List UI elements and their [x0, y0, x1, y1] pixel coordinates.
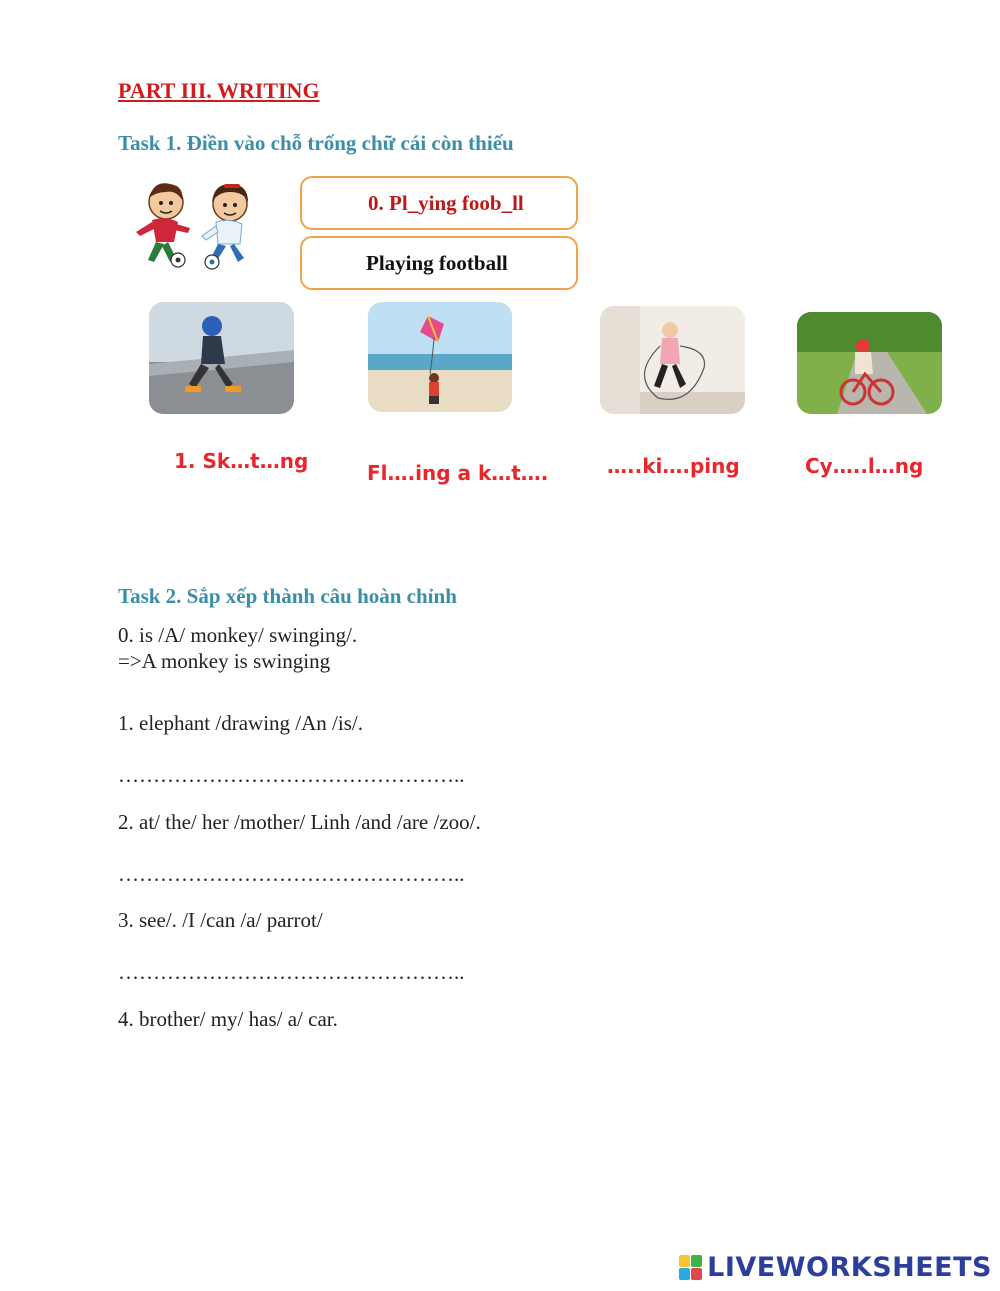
football-kids-illustration — [118, 180, 268, 272]
answer-line-1[interactable]: ………………………………………….. — [118, 763, 465, 787]
question-1: 1. elephant /drawing /An /is/. — [118, 711, 363, 735]
cycling-photo — [797, 312, 942, 414]
part-title: PART III. WRITING — [118, 78, 320, 103]
task2-title: Task 2. Sắp xếp thành câu hoàn chỉnh — [118, 584, 457, 608]
hint-cycling: Cy…..l…ng — [805, 454, 924, 478]
example-answer: =>A monkey is swinging — [118, 649, 331, 673]
answer-line-3[interactable]: ………………………………………….. — [118, 960, 465, 984]
liveworksheets-logo-icon — [679, 1255, 703, 1281]
answer-line-2[interactable]: ………………………………………….. — [118, 862, 465, 886]
question-2: 2. at/ the/ her /mother/ Linh /and /are /zoo/. — [118, 810, 481, 834]
skipping-photo — [600, 306, 745, 414]
example-question: 0. is /A/ monkey/ swinging/. — [118, 623, 358, 647]
hint-skating: 1. Sk…t…ng — [174, 449, 309, 473]
question-3: 3. see/. /I /can /a/ parrot/ — [118, 908, 323, 932]
example-prompt-box: 0. Pl_ying foob_ll — [300, 176, 578, 230]
kite-flying-photo — [368, 302, 512, 412]
task1-title: Task 1. Điền vào chỗ trống chữ cái còn thiếu — [118, 131, 514, 155]
hint-skipping: …..ki….ping — [607, 454, 740, 478]
logo-text: LIVEWORKSHEETS — [707, 1252, 992, 1283]
hint-kite-flying: Fl….ing a k…t…. — [367, 461, 549, 485]
liveworksheets-logo — [679, 1252, 992, 1283]
example-answer-box: Playing football — [300, 236, 578, 290]
question-4: 4. brother/ my/ has/ a/ car. — [118, 1007, 338, 1031]
skating-photo — [149, 302, 294, 414]
